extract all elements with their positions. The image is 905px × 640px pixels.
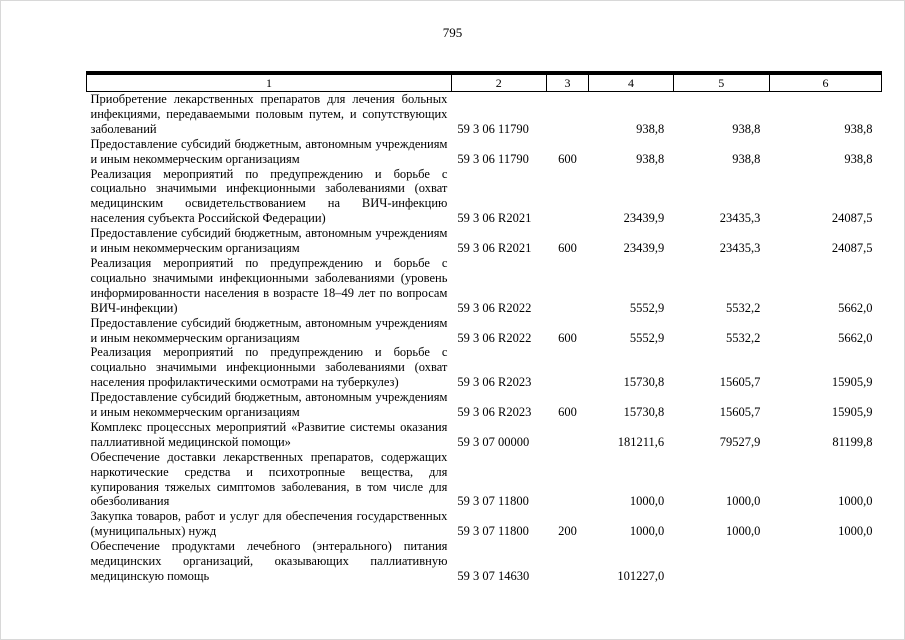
cell-item-name: Реализация мероприятий по предупреждению и борьбе с социально значимыми инфекционными заболеваниями (уровень информированности населения в возрасте 18–49 лет по вопросам ВИЧ-инфекции) <box>90 255 448 315</box>
table-row <box>87 420 882 450</box>
cell-item-name: Обеспечение продуктами лечебного (энтерального) питания медицинских организаций, оказывающих паллиативную медицинскую помощь <box>90 539 448 583</box>
cell-amount-year2: 15605,7 <box>719 405 761 420</box>
cell-budget-code: 59 3 06 R2022 <box>457 300 532 315</box>
budget-table <box>86 71 882 584</box>
cell-expense-type <box>546 539 589 584</box>
cell-budget-code: 59 3 06 R2023 <box>457 405 532 420</box>
header-col-3: 3 <box>546 73 589 92</box>
cell-amount-year1: 5552,9 <box>629 300 665 315</box>
cell-amount-year2: 79527,9 <box>719 434 761 449</box>
header-col-5: 5 <box>673 73 769 92</box>
table-row <box>87 167 882 227</box>
table-row <box>87 450 882 510</box>
table-row <box>87 509 882 539</box>
budget-table-container <box>86 71 882 584</box>
cell-amount-year2: 938,8 <box>732 121 761 136</box>
cell-amount-year2: 5532,2 <box>726 300 761 315</box>
cell-expense-type <box>546 345 589 390</box>
cell-item-name: Реализация мероприятий по предупреждению и борьбе с социально значимыми инфекционными заболеваниями (охват населения профилактическими осмотрами на туберкулез) <box>90 345 448 390</box>
cell-amount-year1: 23439,9 <box>623 241 665 256</box>
cell-amount-year1: 5552,9 <box>629 330 665 345</box>
table-row <box>87 345 882 390</box>
cell-amount-year3: 1000,0 <box>838 524 873 539</box>
cell-amount-year1: 15730,8 <box>623 405 665 420</box>
cell-amount-year3: 81199,8 <box>832 434 873 449</box>
cell-amount-year1: 101227,0 <box>617 569 665 583</box>
cell-amount-year3: 1000,0 <box>838 494 873 509</box>
cell-expense-type: 600 <box>558 405 577 420</box>
cell-amount-year2: 15605,7 <box>719 375 761 390</box>
cell-budget-code: 59 3 06 11790 <box>457 121 529 136</box>
cell-amount-year2: 938,8 <box>732 151 761 166</box>
table-row <box>87 226 882 256</box>
cell-amount-year3: 938,8 <box>844 151 873 166</box>
cell-amount-year1: 23439,9 <box>623 211 665 226</box>
page-number: 795 <box>442 25 463 40</box>
cell-item-name: Закупка товаров, работ и услуг для обеспечения государственных (муниципальных) нужд <box>90 509 448 539</box>
cell-expense-type: 600 <box>558 151 577 166</box>
table-row <box>87 539 882 584</box>
cell-item-name: Обеспечение доставки лекарственных препаратов, содержащих наркотические средства и психотропные вещества, для купирования тяжелых симптомов заболевания, в том числе для обезболивания <box>90 449 448 509</box>
cell-expense-type: 600 <box>558 241 577 256</box>
cell-amount-year1: 15730,8 <box>623 375 665 390</box>
cell-budget-code: 59 3 07 00000 <box>457 434 530 449</box>
cell-budget-code: 59 3 06 R2021 <box>457 241 532 256</box>
cell-budget-code: 59 3 06 R2022 <box>457 330 532 345</box>
cell-budget-code: 59 3 07 14630 <box>457 569 530 583</box>
table-row <box>87 390 882 420</box>
cell-expense-type: 600 <box>558 330 577 345</box>
cell-amount-year3: 5662,0 <box>838 300 873 315</box>
cell-amount-year3: 24087,5 <box>831 211 873 226</box>
cell-expense-type <box>546 420 589 450</box>
table-row <box>87 137 882 167</box>
cell-item-name: Приобретение лекарственных препаратов для лечения больных инфекциями, передаваемыми половым путем, и сопутствующих заболеваний <box>90 92 448 136</box>
cell-amount-year3: 938,8 <box>844 121 873 136</box>
cell-budget-code: 59 3 07 11800 <box>457 524 529 539</box>
cell-amount-year3 <box>769 539 881 584</box>
cell-expense-type <box>546 167 589 227</box>
table-row <box>87 256 882 316</box>
cell-item-name: Предоставление субсидий бюджетным, автономным учреждениям и иным некоммерческим организациям <box>90 136 448 166</box>
cell-amount-year2: 5532,2 <box>726 330 761 345</box>
cell-amount-year1: 1000,0 <box>629 494 665 509</box>
cell-item-name: Предоставление субсидий бюджетным, автономным учреждениям и иным некоммерческим организациям <box>90 226 448 256</box>
cell-item-name: Реализация мероприятий по предупреждению и борьбе с социально значимыми инфекционными заболеваниями (охват медицинским освидетельствованием на ВИЧ-инфекцию населения субъекта Российской Федерации) <box>90 166 448 226</box>
header-col-2: 2 <box>451 73 546 92</box>
table-header-row <box>87 73 882 92</box>
table-row <box>87 92 882 137</box>
cell-amount-year3: 24087,5 <box>831 241 873 256</box>
cell-item-name: Комплекс процессных мероприятий «Развитие системы оказания паллиативной медицинской помощи» <box>90 419 448 449</box>
cell-budget-code: 59 3 06 R2023 <box>457 375 532 390</box>
cell-amount-year3: 15905,9 <box>831 375 873 390</box>
cell-amount-year1: 938,8 <box>636 121 665 136</box>
cell-expense-type: 200 <box>558 524 577 539</box>
cell-amount-year3: 15905,9 <box>831 405 873 420</box>
cell-item-name: Предоставление субсидий бюджетным, автономным учреждениям и иным некоммерческим организациям <box>90 315 448 345</box>
table-row <box>87 316 882 346</box>
cell-expense-type <box>546 92 589 137</box>
cell-amount-year2: 23435,3 <box>719 241 761 256</box>
cell-expense-type <box>546 450 589 510</box>
cell-amount-year2: 1000,0 <box>726 524 761 539</box>
cell-amount-year1: 181211,6 <box>617 434 665 449</box>
cell-budget-code: 59 3 07 11800 <box>457 494 529 509</box>
table-body <box>87 92 882 584</box>
header-col-6: 6 <box>769 73 881 92</box>
header-col-4: 4 <box>589 73 673 92</box>
cell-item-name: Предоставление субсидий бюджетным, автономным учреждениям и иным некоммерческим организациям <box>90 390 448 420</box>
cell-amount-year3: 5662,0 <box>838 330 873 345</box>
cell-amount-year1: 938,8 <box>636 151 665 166</box>
cell-amount-year2: 23435,3 <box>719 211 761 226</box>
cell-budget-code: 59 3 06 R2021 <box>457 211 532 226</box>
cell-expense-type <box>546 256 589 316</box>
cell-amount-year2: 1000,0 <box>726 494 761 509</box>
header-col-1: 1 <box>87 73 452 92</box>
cell-budget-code: 59 3 06 11790 <box>457 151 529 166</box>
cell-amount-year2 <box>673 539 769 584</box>
cell-amount-year1: 1000,0 <box>629 524 665 539</box>
